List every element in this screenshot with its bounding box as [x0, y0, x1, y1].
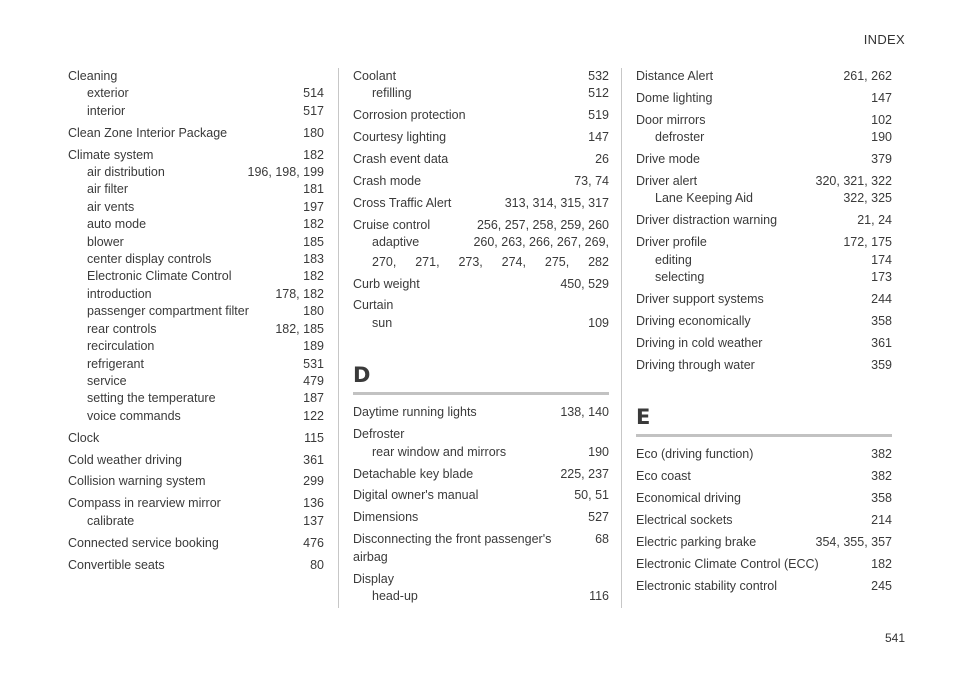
entry-pages: 359 — [871, 357, 892, 372]
index-subentry-adaptive — [353, 234, 609, 271]
index-subentry — [68, 513, 324, 530]
index-entry-row — [636, 291, 892, 308]
index-subentry — [68, 103, 324, 120]
entry-pages: 358 — [871, 313, 892, 328]
index-entry — [353, 129, 609, 146]
section-heading-e — [636, 404, 892, 437]
entry-term: Electronic Climate Control (ECC) — [636, 556, 819, 571]
subentry-pages: 517 — [303, 103, 324, 118]
entry-term: Drive mode — [636, 152, 700, 167]
subentry-term: Electronic Climate Control — [87, 269, 232, 284]
index-entry — [68, 495, 324, 530]
entry-term: Connected service booking — [68, 535, 219, 550]
entry-pages: 182 — [871, 556, 892, 571]
subentry-pages: 173 — [871, 270, 892, 285]
index-entry — [636, 112, 892, 147]
entry-pages: 180 — [303, 125, 324, 140]
subentry-term: passenger compartment filter — [87, 304, 249, 319]
subentry-term: interior — [87, 103, 126, 118]
entry-pages: 172, 175 — [843, 235, 892, 250]
entry-term: Driving in cold weather — [636, 335, 763, 350]
subentry-pages-part: 275, — [544, 254, 570, 269]
entry-pages: 361 — [303, 452, 324, 467]
index-entry-row — [353, 531, 609, 566]
index-entry — [636, 446, 892, 463]
entry-pages: 244 — [871, 291, 892, 306]
index-entry — [353, 68, 609, 103]
section-rule — [353, 392, 609, 395]
index-entry-row — [353, 297, 609, 314]
index-entry-row — [353, 217, 609, 234]
index-entry-row — [636, 556, 892, 573]
entry-pages: 532 — [588, 69, 609, 83]
subentry-pages: 512 — [588, 86, 609, 101]
entry-term: Disconnecting the front passenger's airbag — [353, 532, 552, 564]
index-column-3 — [636, 68, 892, 599]
entry-term: Door mirrors — [636, 112, 706, 127]
section-letter: E — [636, 405, 651, 430]
entry-term: Coolant — [353, 69, 397, 83]
entry-term: Dimensions — [353, 510, 419, 525]
entry-pages: 358 — [871, 490, 892, 505]
entry-list — [353, 276, 609, 333]
index-entry — [636, 490, 892, 507]
entry-pages: 138, 140 — [560, 405, 609, 420]
entry-term: Economical driving — [636, 490, 741, 505]
index-entry-row — [636, 90, 892, 107]
entry-pages: 313, 314, 315, 317 — [504, 195, 609, 210]
entry-pages: 50, 51 — [574, 488, 609, 503]
index-entry — [68, 430, 324, 447]
index-subentry — [636, 269, 892, 286]
entry-list — [636, 68, 892, 374]
subentry-term: setting the temperature — [87, 391, 216, 406]
entry-term: Cruise control — [353, 217, 431, 232]
entry-term: Digital owner's manual — [353, 488, 479, 503]
entry-pages: 73, 74 — [574, 174, 609, 189]
subentry-term: Lane Keeping Aid — [655, 191, 754, 206]
subentry-term: service — [87, 373, 127, 388]
subentry-pages: 190 — [588, 444, 609, 459]
index-entry-row — [636, 490, 892, 507]
section-letter: D — [353, 363, 371, 388]
index-entry-row — [353, 276, 609, 293]
index-subentry — [68, 373, 324, 390]
entry-pages: 382 — [871, 469, 892, 483]
entry-pages: 136 — [303, 496, 324, 511]
column-divider — [621, 68, 622, 608]
index-entry-row — [68, 430, 324, 447]
index-entry-row — [636, 446, 892, 463]
entry-term: Driver profile — [636, 235, 707, 250]
index-subentry — [68, 85, 324, 102]
index-entry-row — [353, 107, 609, 124]
entry-pages: 450, 529 — [560, 276, 609, 291]
index-entry-row — [636, 173, 892, 190]
index-entry — [353, 466, 609, 483]
subentry-term: head-up — [372, 588, 418, 603]
entry-pages: 256, 257, 258, 259, 260 — [476, 217, 609, 232]
entry-pages: 299 — [303, 474, 324, 489]
index-entry — [68, 147, 324, 426]
index-entry-row — [636, 68, 892, 85]
subentry-pages: 479 — [303, 373, 324, 388]
index-subentry — [636, 252, 892, 269]
index-entry-row — [636, 313, 892, 330]
entry-pages: 382 — [871, 447, 892, 462]
index-column-2 — [353, 68, 609, 610]
index-entry — [68, 68, 324, 120]
subentry-pages: 182 — [303, 217, 324, 232]
subentry-pages: 182 — [303, 269, 324, 284]
index-entry — [636, 578, 892, 595]
entry-term: Driver distraction warning — [636, 213, 778, 228]
subentry-term: air vents — [87, 199, 135, 214]
subentry-pages: 116 — [589, 588, 609, 603]
subentry-pages-part: 273, — [458, 254, 483, 269]
entry-term: Eco coast — [636, 469, 691, 483]
entry-term: Corrosion protection — [353, 108, 466, 123]
subentry-pages: 180 — [303, 304, 324, 319]
index-entry-row — [68, 68, 324, 85]
entry-list — [636, 446, 892, 595]
index-entry-row — [636, 335, 892, 352]
subentry-pages: 190 — [871, 130, 892, 145]
index-entry — [68, 473, 324, 490]
subentry-pages: 183 — [303, 252, 324, 267]
subentry-term: adaptive — [372, 235, 420, 250]
index-entry — [636, 68, 892, 85]
page-header-title: INDEX — [863, 32, 905, 47]
index-entry-row — [68, 557, 324, 574]
index-column-1 — [68, 68, 324, 578]
index-entry-row — [636, 578, 892, 595]
entry-term: Climate system — [68, 147, 154, 162]
index-entry-row — [353, 509, 609, 526]
entry-pages: 80 — [310, 557, 324, 572]
index-entry — [353, 217, 609, 234]
index-entry — [353, 173, 609, 190]
subentry-term: air distribution — [87, 165, 165, 180]
entry-term: Eco (driving function) — [636, 447, 754, 462]
index-subentry — [68, 251, 324, 268]
index-entry — [68, 535, 324, 552]
index-entry-row — [636, 151, 892, 168]
index-entry — [353, 276, 609, 293]
entry-pages: 354, 355, 357 — [815, 534, 892, 549]
subentry-term: blower — [87, 234, 124, 249]
entry-term: Electric parking brake — [636, 534, 757, 549]
subentry-term: selecting — [655, 270, 705, 285]
index-entry — [636, 291, 892, 308]
subentry-term: rear window and mirrors — [372, 444, 507, 459]
subentry-term: exterior — [87, 86, 129, 101]
entry-pages: 21, 24 — [857, 213, 892, 228]
entry-term: Electrical sockets — [636, 512, 733, 527]
subentry-pages: 196, 198, 199 — [247, 165, 324, 180]
index-entry — [353, 151, 609, 168]
entry-term: Cold weather driving — [68, 452, 182, 467]
entry-list — [68, 68, 324, 574]
entry-pages: 261, 262 — [843, 69, 892, 83]
entry-pages: 214 — [871, 512, 892, 527]
entry-pages: 26 — [595, 152, 609, 167]
subentry-pages: 174 — [871, 252, 892, 267]
entry-term: Electronic stability control — [636, 578, 778, 593]
index-entry-row — [636, 234, 892, 251]
index-entry — [68, 452, 324, 469]
subentry-pages: 322, 325 — [843, 191, 892, 206]
subentry-pages: 187 — [303, 391, 324, 406]
index-entry — [636, 90, 892, 107]
subentry-term: air filter — [87, 182, 128, 197]
index-subentry — [353, 85, 609, 102]
index-subentry — [68, 216, 324, 233]
index-subentry — [68, 408, 324, 425]
subentry-pages: 109 — [588, 315, 609, 330]
index-entry — [636, 313, 892, 330]
subentry-pages-part: 274, — [501, 254, 526, 269]
entry-list — [353, 404, 609, 605]
index-subentry — [68, 321, 324, 338]
entry-term: Driving economically — [636, 313, 751, 328]
index-entry-row — [68, 473, 324, 490]
index-entry-row — [636, 534, 892, 551]
index-subentry — [353, 315, 609, 332]
subentry-term: center display controls — [87, 252, 212, 267]
index-subentry — [68, 338, 324, 355]
entry-pages: 379 — [871, 152, 892, 167]
index-entry — [353, 487, 609, 504]
subentry-term: auto mode — [87, 217, 147, 232]
index-entry — [636, 534, 892, 551]
entry-term: Compass in rearview mirror — [68, 496, 221, 511]
index-entry-row — [353, 129, 609, 146]
entry-term: Dome lighting — [636, 90, 713, 105]
index-entry-row — [68, 125, 324, 142]
index-entry-row — [636, 468, 892, 485]
entry-term: Curtain — [353, 298, 394, 313]
entry-term: Crash event data — [353, 152, 449, 167]
entry-term: Convertible seats — [68, 557, 165, 572]
entry-term: Detachable key blade — [353, 466, 474, 481]
index-subentry — [636, 190, 892, 207]
index-entry-row — [68, 535, 324, 552]
index-entry-row — [353, 571, 609, 588]
entry-pages: 320, 321, 322 — [815, 174, 892, 189]
entry-pages: 68 — [595, 532, 609, 547]
entry-term: Defroster — [353, 427, 405, 442]
index-entry — [636, 468, 892, 485]
index-subentry — [68, 356, 324, 373]
index-entry — [353, 509, 609, 526]
index-entry — [353, 426, 609, 461]
subentry-pages: 197 — [303, 199, 324, 214]
subentry-pages: 137 — [303, 513, 324, 528]
entry-pages: 102 — [871, 112, 892, 127]
entry-term: Display — [353, 571, 394, 586]
entry-pages: 527 — [588, 510, 609, 525]
index-entry-row — [353, 68, 609, 85]
column-divider — [338, 68, 339, 608]
subentry-term: editing — [655, 252, 692, 267]
index-entry-row — [636, 512, 892, 529]
index-entry — [353, 297, 609, 332]
entry-term: Driver support systems — [636, 291, 764, 306]
index-entry — [636, 357, 892, 374]
index-entry-row — [68, 147, 324, 164]
index-entry — [636, 335, 892, 352]
subentry-term: refrigerant — [87, 356, 144, 371]
index-entry-row — [68, 452, 324, 469]
index-entry-row — [636, 112, 892, 129]
index-entry — [353, 571, 609, 606]
entry-pages: 147 — [871, 90, 892, 105]
subentry-pages: 531 — [303, 356, 324, 371]
index-subentry — [68, 286, 324, 303]
index-entry — [353, 531, 609, 566]
index-subentry — [68, 234, 324, 251]
section-rule — [636, 434, 892, 437]
index-entry — [636, 234, 892, 286]
subentry-term: refilling — [372, 86, 412, 101]
subentry-pages: 181 — [303, 182, 324, 197]
subentry-term: recirculation — [87, 339, 155, 354]
index-subentry — [68, 181, 324, 198]
entry-term: Daytime running lights — [353, 405, 477, 420]
entry-pages: 225, 237 — [560, 466, 609, 481]
subentry-pages: 185 — [303, 234, 324, 249]
entry-term: Courtesy lighting — [353, 130, 447, 145]
entry-pages: 115 — [304, 430, 324, 445]
subentry-term: calibrate — [87, 513, 135, 528]
index-entry-row — [636, 212, 892, 229]
entry-pages: 361 — [871, 335, 892, 350]
subentry-term: voice commands — [87, 408, 181, 423]
index-subentry — [68, 390, 324, 407]
entry-term: Driver alert — [636, 174, 698, 189]
subentry-term: introduction — [87, 286, 152, 301]
index-entry — [636, 512, 892, 529]
entry-term: Curb weight — [353, 276, 420, 291]
subentry-pages: 260, 263, 266, 267, 269, — [473, 235, 609, 250]
section-heading-d — [353, 362, 609, 395]
index-entry — [636, 212, 892, 229]
subentry-pages-part: 270, — [372, 254, 397, 269]
index-entry-row — [636, 357, 892, 374]
index-entry — [353, 107, 609, 124]
subentry-term: sun — [372, 315, 393, 330]
entry-term: Distance Alert — [636, 69, 714, 83]
index-entry-row — [353, 466, 609, 483]
index-entry — [68, 125, 324, 142]
index-subentry — [68, 199, 324, 216]
index-entry-row — [353, 426, 609, 443]
index-entry-row — [353, 151, 609, 168]
index-entry — [353, 234, 609, 271]
index-entry-row — [353, 404, 609, 421]
index-entry-row — [353, 173, 609, 190]
entry-term: Cross Traffic Alert — [353, 195, 452, 210]
subentry-pages: 178, 182 — [275, 286, 324, 301]
index-subentry — [353, 588, 609, 605]
index-subentry — [636, 129, 892, 146]
entry-pages: 182 — [303, 147, 324, 162]
index-entry-row — [353, 487, 609, 504]
entry-pages: 519 — [588, 108, 609, 123]
entry-term: Crash mode — [353, 174, 422, 189]
index-entry — [353, 404, 609, 421]
index-subentry — [68, 164, 324, 181]
subentry-pages: 189 — [303, 339, 324, 354]
index-entry — [636, 556, 892, 573]
index-entry-row — [68, 495, 324, 512]
index-subentry — [353, 444, 609, 461]
entry-term: Cleaning — [68, 69, 118, 83]
entry-term: Driving through water — [636, 357, 755, 372]
entry-term: Clean Zone Interior Package — [68, 125, 228, 140]
index-entry — [636, 173, 892, 208]
index-entry — [636, 151, 892, 168]
index-subentry — [68, 303, 324, 320]
entry-pages: 245 — [871, 578, 892, 593]
subentry-term: rear controls — [87, 321, 157, 336]
entry-pages: 476 — [303, 535, 324, 550]
entry-list — [353, 68, 609, 234]
entry-term: Collision warning system — [68, 474, 206, 489]
subentry-pages-part: 271, — [415, 254, 440, 269]
subentry-pages: 182, 185 — [275, 321, 324, 336]
entry-term: Clock — [68, 430, 100, 445]
index-entry — [68, 557, 324, 574]
entry-pages: 147 — [588, 130, 609, 145]
page-number: 541 — [884, 631, 905, 645]
subentry-pages: 122 — [303, 408, 324, 423]
index-entry — [353, 195, 609, 212]
subentry-pages-part: 282 — [588, 254, 609, 269]
subentry-term: defroster — [655, 130, 705, 145]
index-subentry — [68, 268, 324, 285]
index-entry-row — [353, 195, 609, 212]
subentry-pages: 514 — [303, 86, 324, 101]
